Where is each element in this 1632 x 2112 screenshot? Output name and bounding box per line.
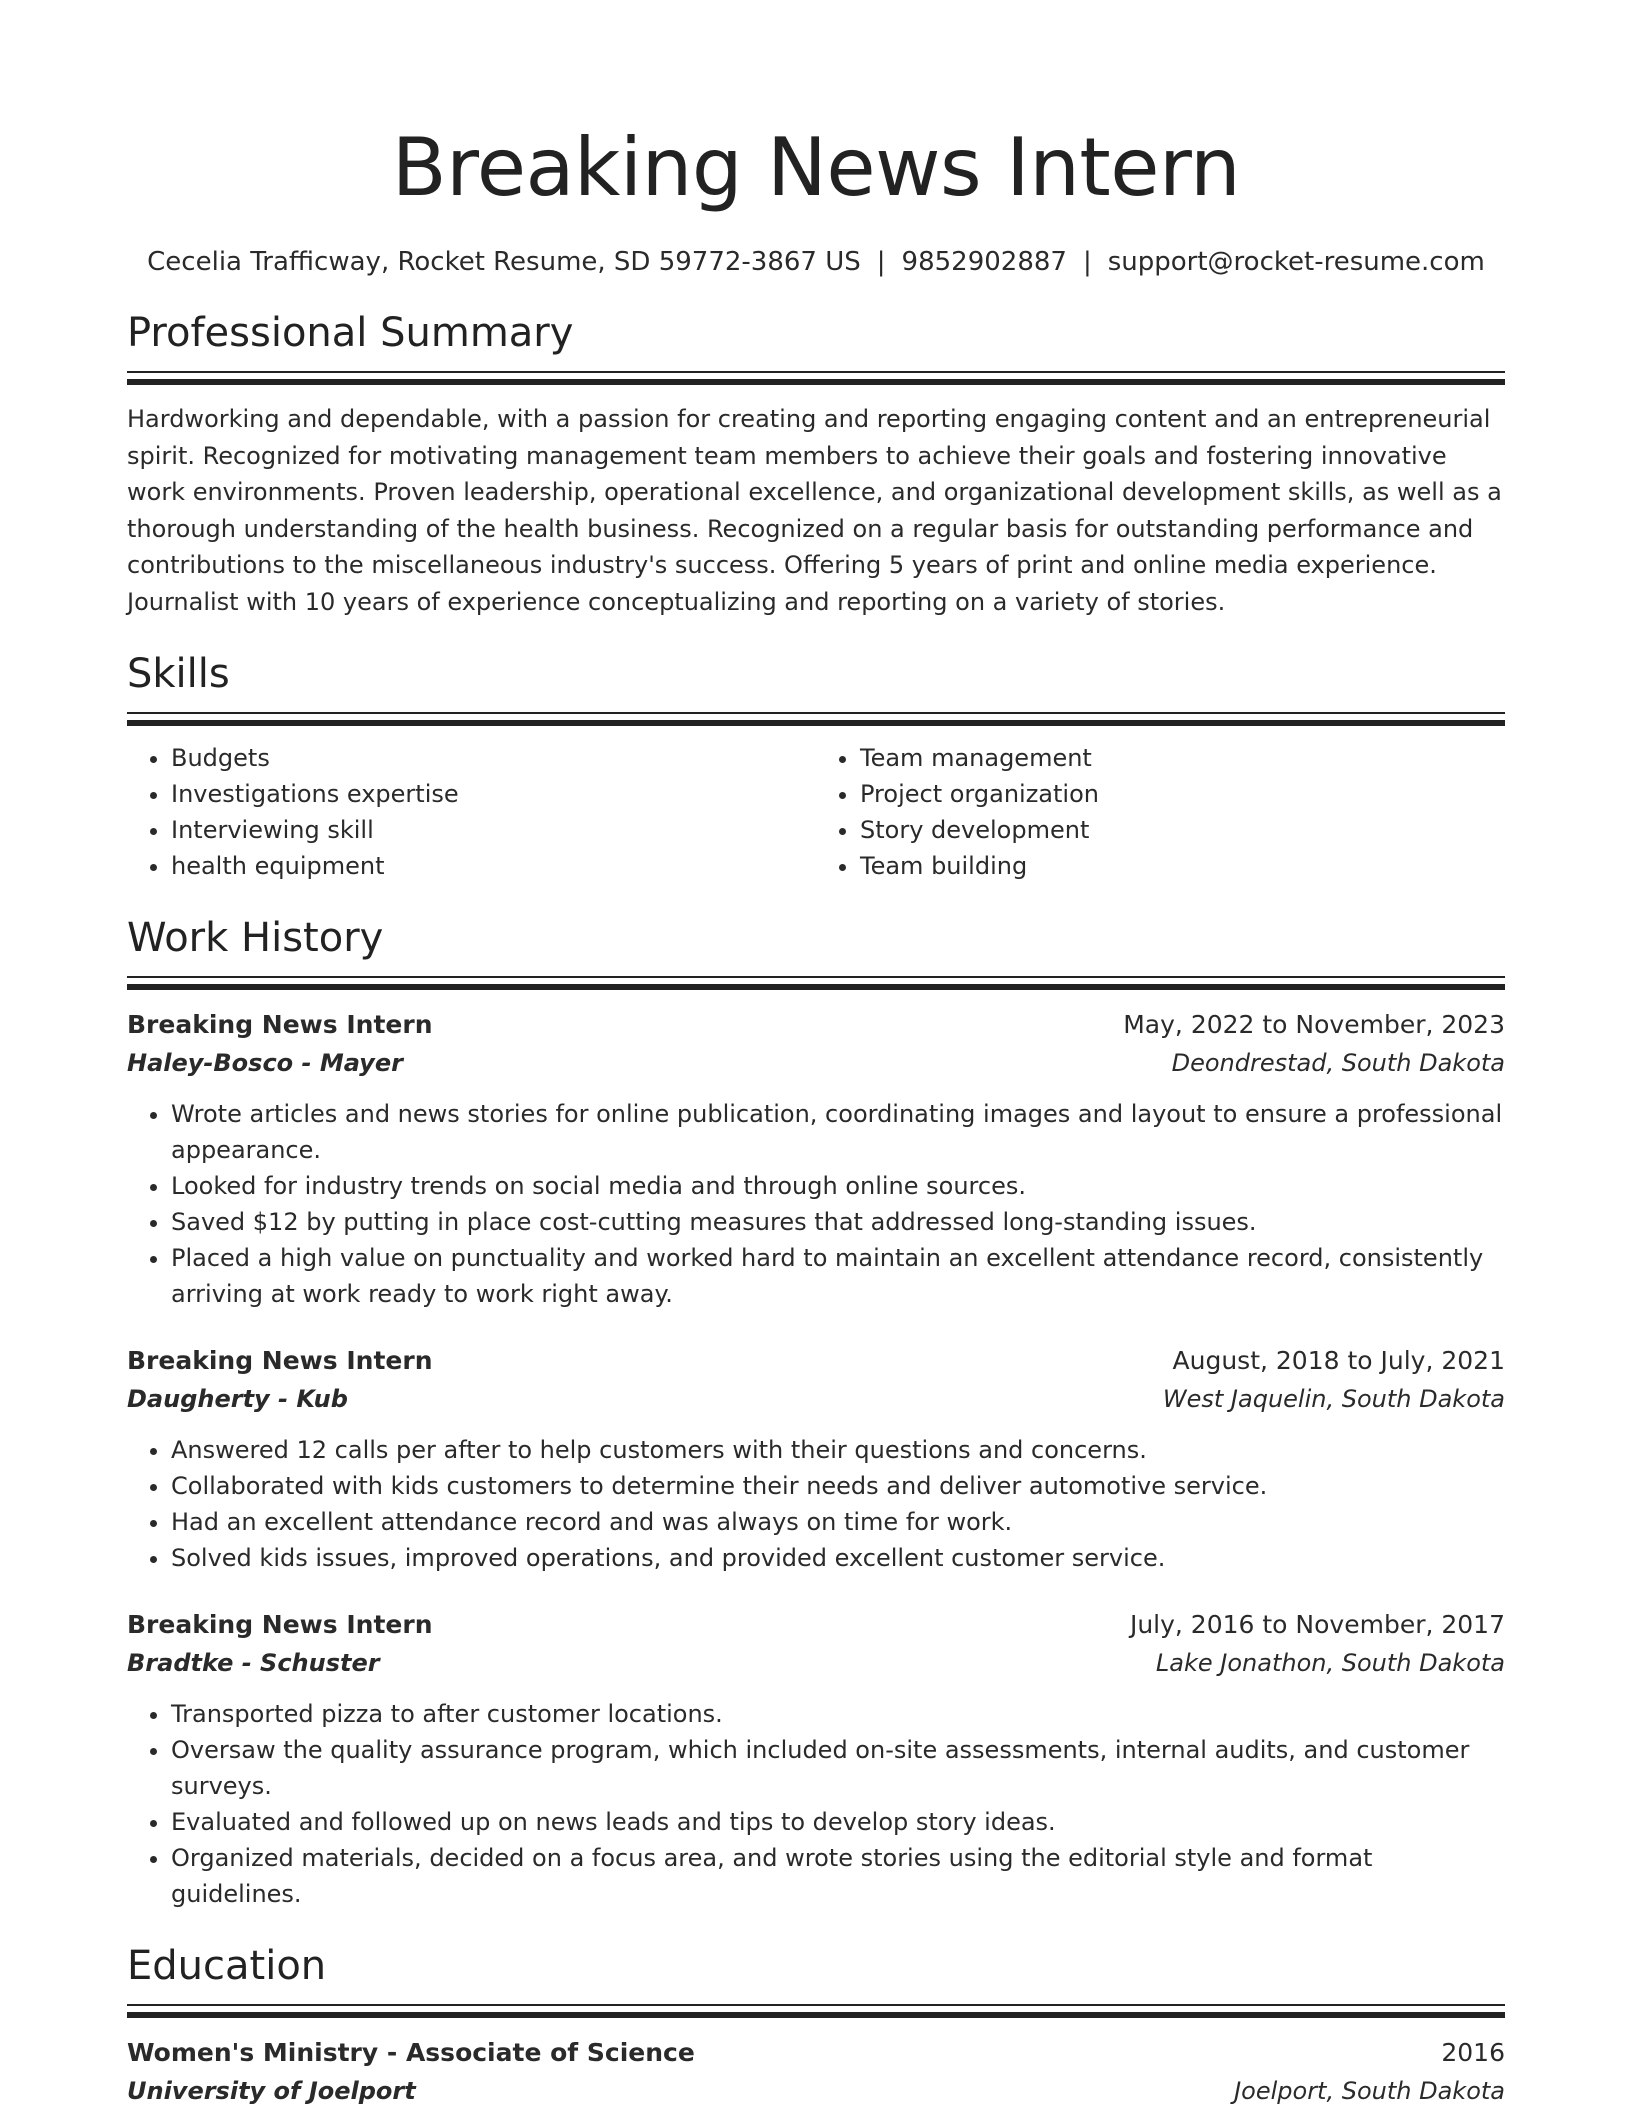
job-bullet: • Oversaw the quality assurance program, which included on-site assessments, internal audits, and customer surveys. <box>171 1732 1505 1804</box>
job-company: Haley-Bosco - Mayer <box>127 1049 403 1077</box>
job-company: Daugherty - Kub <box>127 1385 348 1413</box>
job-bullet: • Had an excellent attendance record and was always on time for work. <box>171 1504 1505 1540</box>
contact-address: Cecelia Trafficway, Rocket Resume, SD 59772-3867 US <box>147 247 861 277</box>
job-location: West Jaquelin, South Dakota <box>1162 1385 1505 1413</box>
skill-item: • Team building <box>860 848 1505 884</box>
job-company: Bradtke - Schuster <box>127 1649 380 1677</box>
education-year: 2016 <box>1441 2038 1505 2067</box>
skill-item: • Budgets <box>171 740 816 776</box>
job-bullet: • Placed a high value on punctuality and worked hard to maintain an excellent attendance record, consistently arriving at work ready to work right away. <box>171 1240 1505 1312</box>
skill-item: • Investigations expertise <box>171 776 816 812</box>
job-bullet: • Answered 12 calls per after to help customers with their questions and concerns. <box>171 1432 1505 1468</box>
job-bullet: • Solved kids issues, improved operations, and provided excellent customer service. <box>171 1540 1505 1576</box>
summary-heading: Professional Summary <box>127 310 574 356</box>
contact-line <box>127 244 1505 280</box>
job-title: Breaking News Intern <box>127 1010 433 1039</box>
skill-item: • health equipment <box>171 848 816 884</box>
resume-title: Breaking News Intern <box>391 121 1241 214</box>
job-location: Deondrestad, South Dakota <box>1171 1049 1505 1077</box>
job-entry <box>127 1342 1505 1576</box>
contact-separator: | <box>876 247 886 277</box>
job-bullet: • Wrote articles and news stories for online publication, coordinating images and layout to ensure a professional appearance. <box>171 1096 1505 1168</box>
contact-email: support@rocket-resume.com <box>1107 247 1485 277</box>
summary-text: Hardworking and dependable, with a passion for creating and reporting engaging content and an entrepreneurial spirit. Recognized for motivating management team members to achieve their goals and fostering innovative work environments. Proven leadership, operational excellence, and organizational development skills, as well as a thorough understanding of the health business. Recognized on a regular basis for outstanding performance and contributions to the miscellaneous industry's success. Offering 5 years of print and online media experience. Journalist with 10 years of experience conceptualizing and reporting on a variety of stories. <box>127 405 1502 616</box>
job-entry <box>127 1006 1505 1312</box>
skills-list <box>127 740 1505 884</box>
contact-phone: 9852902887 <box>901 247 1067 277</box>
section-divider <box>127 712 1505 726</box>
education-entry <box>127 2034 1505 2110</box>
skills-section <box>127 650 1505 884</box>
education-heading: Education <box>127 1943 327 1989</box>
job-bullet: • Collaborated with kids customers to determine their needs and deliver automotive service. <box>171 1468 1505 1504</box>
work-history-heading: Work History <box>127 915 384 961</box>
job-bullet: • Evaluated and followed up on news leads and tips to develop story ideas. <box>171 1804 1505 1840</box>
summary-section <box>127 309 1505 620</box>
job-entry <box>127 1606 1505 1912</box>
education-degree: Women's Ministry - Associate of Science <box>127 2038 695 2067</box>
skill-item: • Team management <box>860 740 1505 776</box>
job-dates: August, 2018 to July, 2021 <box>1172 1346 1505 1375</box>
job-bullet: • Organized materials, decided on a focus area, and wrote stories using the editorial style and format guidelines. <box>171 1840 1505 1912</box>
skill-item: • Story development <box>860 812 1505 848</box>
job-bullet: • Transported pizza to after customer locations. <box>171 1696 1505 1732</box>
section-divider <box>127 371 1505 385</box>
job-bullet: • Looked for industry trends on social media and through online sources. <box>171 1168 1505 1204</box>
contact-separator: | <box>1082 247 1092 277</box>
job-location: Lake Jonathon, South Dakota <box>1155 1649 1505 1677</box>
education-section <box>127 1942 1505 2110</box>
education-location: Joelport, South Dakota <box>1234 2077 1505 2105</box>
skill-item: • Project organization <box>860 776 1505 812</box>
education-school: University of Joelport <box>127 2077 416 2105</box>
job-dates: May, 2022 to November, 2023 <box>1123 1010 1505 1039</box>
job-title: Breaking News Intern <box>127 1610 433 1639</box>
section-divider <box>127 2004 1505 2018</box>
skill-item: • Interviewing skill <box>171 812 816 848</box>
job-title: Breaking News Intern <box>127 1346 433 1375</box>
skills-heading: Skills <box>127 651 230 697</box>
job-bullet: • Saved $12 by putting in place cost-cutting measures that addressed long-standing issues. <box>171 1204 1505 1240</box>
work-history-section <box>127 914 1505 1912</box>
section-divider <box>127 976 1505 990</box>
job-dates: July, 2016 to November, 2017 <box>1129 1610 1505 1639</box>
